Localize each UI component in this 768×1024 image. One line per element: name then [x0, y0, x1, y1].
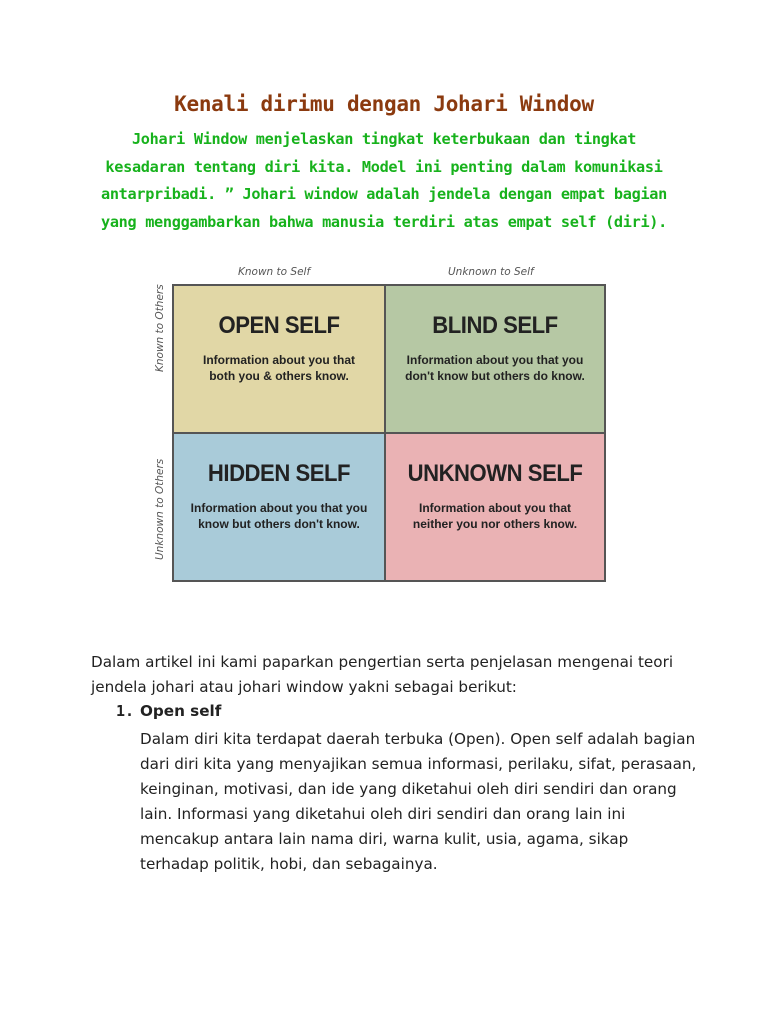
intro-line: yang menggambarkan bahwa manusia terdiri atas empat self (diri). — [101, 212, 667, 231]
unknown-self-quadrant — [386, 434, 604, 580]
blind-self-quadrant — [386, 286, 604, 434]
johari-window-figure — [150, 262, 610, 592]
intro-line: antarpribadi. ” Johari window adalah jendela dengan empat bagian — [101, 185, 667, 203]
intro-paragraph — [60, 126, 708, 236]
quadrant-description: Information about you that you don't know but others do know. — [405, 353, 585, 383]
quadrant-heading: UNKNOWN SELF — [407, 460, 583, 487]
row-label-unknown-to-others: Unknown to Others — [154, 458, 166, 560]
johari-grid — [172, 284, 606, 582]
quadrant-description: Information about you that neither you nor others know. — [412, 501, 578, 531]
quadrant-heading: HIDDEN SELF — [207, 460, 351, 487]
list-item-text: Dalam diri kita terdapat daerah terbuka (Open). Open self adalah bagian dari diri kita yang menyajikan semua informasi, perilaku, sifat, perasaan, keinginan, motivasi, dan ide yang diketahui oleh diri sendiri dan orang lain. Informasi yang diketahui oleh diri sendiri dan orang lain ini mencakup antara lain nama diri, warna kulit, usia, agama, sikap terhadap politik, hobi, dan sebagainya. — [140, 730, 697, 873]
quadrant-description: Information about you that you know but others don't know. — [190, 501, 368, 531]
column-label-known-to-self: Known to Self — [238, 266, 311, 278]
hidden-self-quadrant — [174, 434, 386, 580]
quadrant-description: Information about you that both you & others know. — [203, 353, 355, 383]
column-label-unknown-to-self: Unknown to Self — [448, 266, 534, 278]
intro-line: Johari Window menjelaskan tingkat keterbukaan dan tingkat — [131, 130, 637, 148]
quadrant-heading: BLIND SELF — [432, 312, 558, 339]
row-label-known-to-others: Known to Others — [154, 284, 166, 372]
page-title: Kenali dirimu dengan Johari Window — [174, 92, 594, 116]
list-item-title: Open self — [140, 702, 222, 720]
intro-line: kesadaran tentang diri kita. Model ini penting dalam komunikasi — [105, 157, 663, 176]
open-self-quadrant — [174, 286, 386, 434]
list-item-number: 1. — [116, 702, 135, 720]
body-paragraph: Dalam artikel ini kami paparkan pengertian serta penjelasan mengenai teori jendela johari atau johari window yakni sebagai berikut: — [91, 653, 674, 696]
quadrant-heading: OPEN SELF — [218, 312, 340, 339]
